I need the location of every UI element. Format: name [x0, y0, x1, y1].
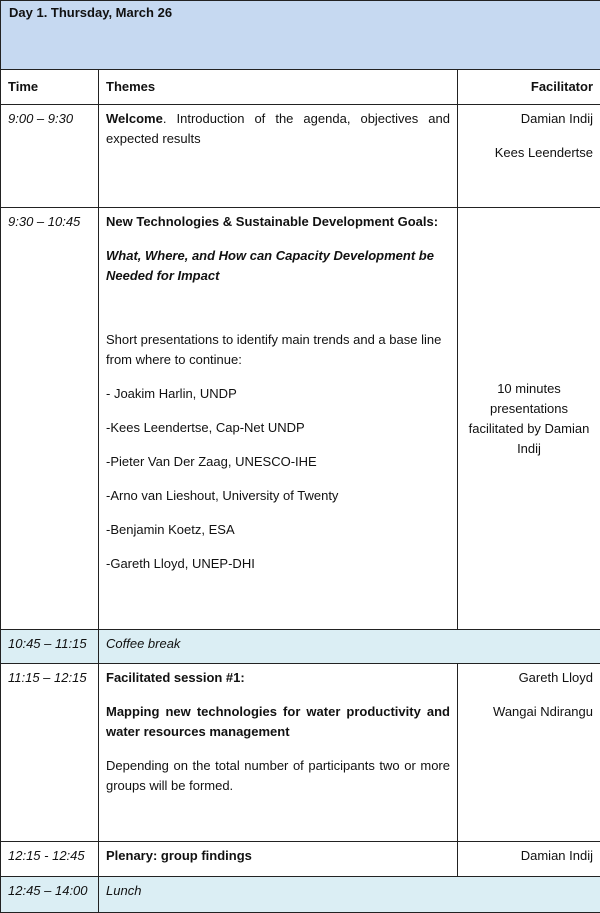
themes-column-header: Themes	[99, 70, 458, 105]
break-label: Coffee break	[99, 630, 600, 664]
theme-cell	[99, 664, 458, 842]
break-label: Lunch	[99, 877, 600, 913]
presenter-item: - Joakim Harlin, UNDP	[106, 386, 237, 401]
facilitator-cell	[458, 664, 600, 842]
time-cell: 12:45 – 14:00	[1, 877, 99, 913]
agenda-row-plenary	[1, 842, 600, 877]
theme-bold: Welcome	[106, 111, 163, 126]
facilitator-name: Damian Indij	[520, 111, 593, 126]
theme-cell	[99, 105, 458, 208]
agenda-row-welcome	[1, 105, 600, 208]
time-cell: 10:45 – 11:15	[1, 630, 99, 664]
presenter-item: -Arno van Lieshout, University of Twenty	[106, 488, 339, 503]
time-cell: 9:30 – 10:45	[1, 208, 99, 630]
theme-title: Plenary: group findings	[99, 842, 458, 877]
time-column-header: Time	[1, 70, 99, 105]
theme-intro: Short presentations to identify main trends and a base line from where to continue:	[106, 332, 442, 367]
facilitator-name: Damian Indij	[458, 842, 600, 877]
presenter-item: -Benjamin Koetz, ESA	[106, 522, 235, 537]
theme-cell	[99, 208, 458, 630]
agenda-row-coffee-break	[1, 630, 600, 664]
time-cell: 11:15 – 12:15	[1, 664, 99, 842]
theme-text	[106, 109, 450, 149]
presenter-item: -Gareth Lloyd, UNEP-DHI	[106, 556, 255, 571]
facilitator-name: Wangai Ndirangu	[493, 704, 593, 719]
facilitator-cell	[458, 105, 600, 208]
facilitator-note: 10 minutes presentations facilitated by Damian Indij	[468, 380, 590, 456]
presenter-item: -Kees Leendertse, Cap-Net UNDP	[106, 420, 305, 435]
day-header-row	[1, 1, 600, 70]
time-cell: 9:00 – 9:30	[1, 105, 99, 208]
day-title: Day 1. Thursday, March 26	[1, 1, 600, 70]
theme-title: Facilitated session #1:	[106, 670, 245, 685]
facilitator-cell	[458, 208, 600, 630]
time-cell: 12:15 - 12:45	[1, 842, 99, 877]
facilitator-column-header: Facilitator	[458, 70, 600, 105]
presenter-item: -Pieter Van Der Zaag, UNESCO-IHE	[106, 454, 317, 469]
column-header-row	[1, 70, 600, 105]
theme-subtitle: What, Where, and How can Capacity Development be Needed for Impact	[106, 248, 434, 283]
facilitator-name: Kees Leendertse	[494, 145, 593, 160]
agenda-row-new-technologies	[1, 208, 600, 630]
theme-title: New Technologies & Sustainable Development Goals:	[106, 214, 439, 229]
agenda-row-facilitated-session	[1, 664, 600, 842]
theme-subtitle: Mapping new technologies for water productivity and water resources management	[106, 704, 450, 739]
theme-rest: . Introduction of the agenda, objectives and expected results	[106, 111, 450, 146]
facilitator-name: Gareth Lloyd	[518, 670, 593, 685]
agenda-row-lunch	[1, 877, 600, 913]
theme-description: Depending on the total number of participants two or more groups will be formed.	[106, 758, 450, 793]
